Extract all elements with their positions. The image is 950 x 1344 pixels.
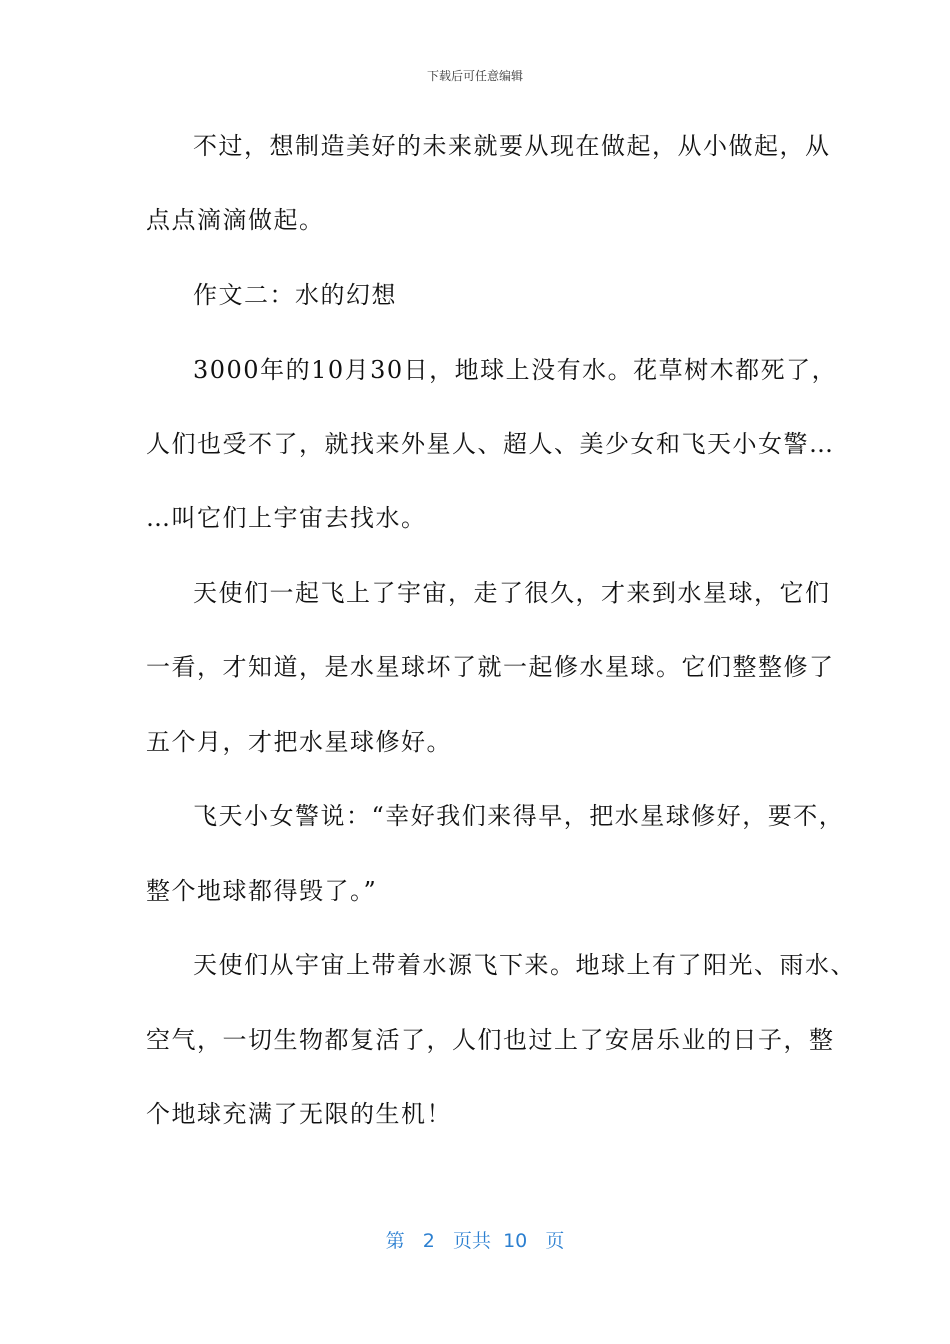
paragraph-line: 天使们从宇宙上带着水源飞下来。地球上有了阳光、雨水、	[193, 951, 856, 979]
paragraph-line: 一看，才知道，是水星球坏了就一起修水星球。它们整整修了	[146, 653, 835, 681]
page-label-middle: 页共	[452, 1230, 491, 1252]
essay-title: 作文二：水的幻想	[193, 281, 397, 309]
page-header: 下载后可任意编辑	[426, 69, 523, 83]
paragraph-line: 不过，想制造美好的未来就要从现在做起，从小做起，从	[193, 132, 831, 160]
paragraph-line: 整个地球都得毁了。”	[146, 877, 378, 905]
paragraph-line: …叫它们上宇宙去找水。	[146, 504, 427, 532]
paragraph-line: 飞天小女警说：“幸好我们来得早，把水星球修好，要不，	[193, 802, 845, 830]
paragraph-line: 人们也受不了，就找来外星人、超人、美少女和飞天小女警…	[146, 430, 835, 458]
page-label-suffix: 页	[545, 1230, 565, 1252]
paragraph-line: 3000年的10月30日，地球上没有水。花草树木都死了，	[193, 356, 838, 384]
page-footer	[0, 1226, 950, 1253]
paragraph-line: 个地球充满了无限的生机！	[146, 1100, 452, 1128]
paragraph-line: 空气，一切生物都复活了，人们也过上了安居乐业的日子，整	[146, 1026, 835, 1054]
paragraph-line: 五个月，才把水星球修好。	[146, 728, 452, 756]
paragraph-line: 点点滴滴做起。	[146, 206, 325, 234]
total-pages-number: 10	[503, 1230, 528, 1252]
page-label-prefix: 第	[385, 1230, 405, 1252]
paragraph-line: 天使们一起飞上了宇宙，走了很久，才来到水星球，它们	[193, 579, 831, 607]
current-page-number: 2	[422, 1230, 435, 1252]
